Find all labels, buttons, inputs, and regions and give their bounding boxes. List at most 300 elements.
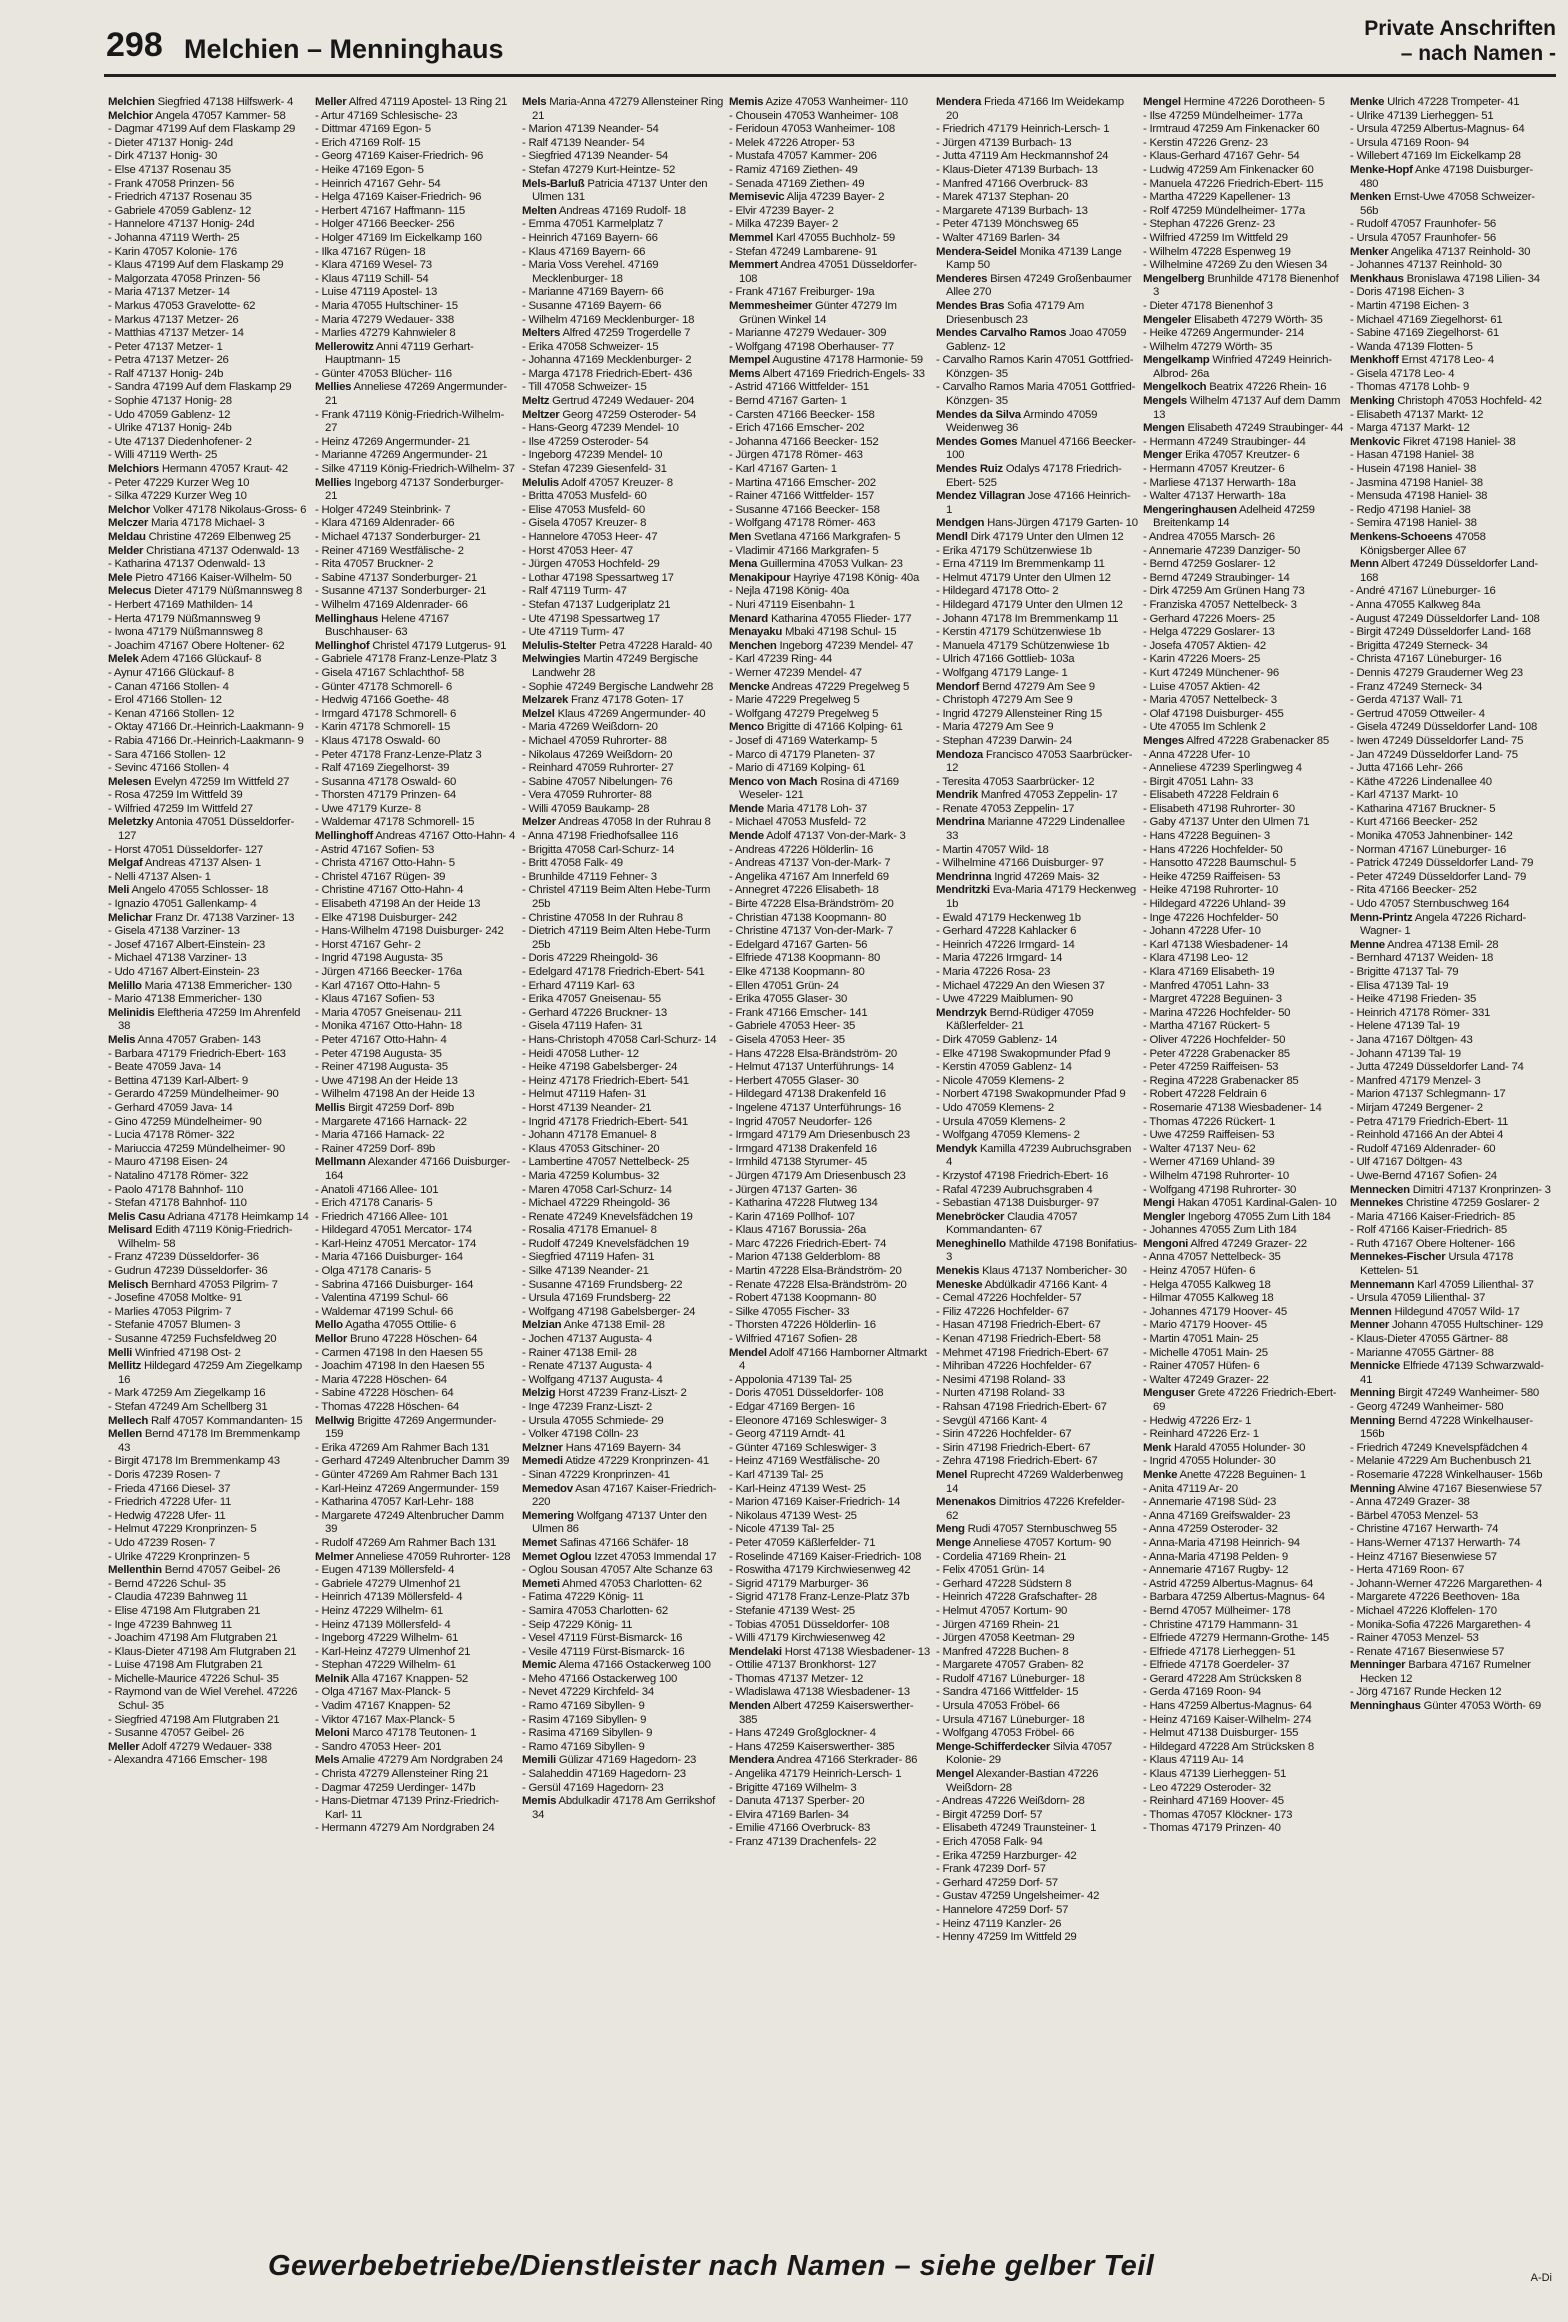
entry-surname: Mennicke — [1350, 1360, 1400, 1373]
directory-entry — [108, 708, 310, 722]
directory-entry — [1350, 980, 1552, 994]
directory-entry — [108, 803, 310, 817]
edge-watermark — [30, 180, 70, 560]
entry-details: - Holger 47169 Im Eickelkamp 160 — [315, 231, 482, 244]
directory-entry — [1143, 925, 1345, 939]
entry-details: - Bernd 47167 Garten- 1 — [729, 395, 847, 408]
directory-entry — [108, 993, 310, 1007]
directory-entry — [1143, 912, 1345, 926]
entry-details: - Hans 47228 Beguinen- 3 — [1143, 830, 1270, 843]
entry-details: - Rosemarie 47138 Wiesbadener- 14 — [1143, 1101, 1322, 1114]
entry-details: Anke 47198 Duisburger- 480 — [1360, 163, 1533, 190]
entry-surname: Mencke — [729, 680, 770, 693]
entry-details: - Gaby 47137 Unter den Ulmen 71 — [1143, 816, 1310, 829]
entry-details: Alija 47239 Bayer- 2 — [786, 191, 885, 204]
entry-details: - Petra 47179 Friedrich-Ebert- 11 — [1350, 1115, 1509, 1128]
directory-column-7 — [1348, 96, 1555, 2236]
directory-entry — [729, 327, 931, 341]
directory-entry — [936, 1931, 1138, 1945]
entry-details: - Holger 47166 Beecker- 256 — [315, 218, 455, 231]
entry-details: Hans 47169 Bayern- 34 — [565, 1441, 681, 1454]
directory-entry — [729, 1537, 931, 1551]
entry-details: Sofia 47179 Am Driesenbusch 23 — [946, 299, 1085, 326]
entry-surname: Mendoza — [936, 748, 983, 761]
entry-details: Horst 47138 Wiesbadener- 13 — [784, 1645, 930, 1658]
entry-details: - Marie 47229 Pregelweg 5 — [729, 694, 860, 707]
entry-details: - Ursula 47167 Lüneburger- 18 — [936, 1713, 1085, 1726]
directory-entry — [936, 232, 1138, 246]
entry-details: - Claudia 47239 Bahnweg 11 — [108, 1591, 248, 1604]
entry-details: - Raymond van de Wiel Verehel. 47226 Schul- 35 — [108, 1686, 298, 1713]
directory-entry — [1350, 952, 1552, 966]
entry-surname: Memili — [522, 1754, 556, 1767]
entry-details: Asan 47167 Kaiser-Friedrich- 220 — [532, 1482, 717, 1509]
directory-entry — [729, 1197, 931, 1211]
directory-entry — [315, 1387, 517, 1401]
directory-entry — [1143, 1387, 1345, 1414]
entry-details: - Udo 47059 Gablenz- 12 — [108, 408, 231, 421]
entry-details: - Andreas 47226 Hölderlin- 16 — [729, 843, 874, 856]
directory-entry — [1143, 218, 1345, 232]
entry-details: Fikret 47198 Haniel- 38 — [1402, 435, 1516, 448]
entry-surname: Meloni — [315, 1727, 350, 1740]
entry-details: - Anneliese 47239 Sperlingweg 4 — [1143, 762, 1302, 775]
directory-column-3 — [520, 96, 727, 2236]
entry-details: - Marion 47139 Neander- 54 — [522, 123, 659, 136]
entry-details: Gertrud 47249 Wedauer- 204 — [552, 395, 695, 408]
entry-details: Franz Dr. 47138 Varziner- 13 — [155, 911, 295, 924]
directory-entry — [1143, 1795, 1345, 1809]
directory-entry — [108, 1129, 310, 1143]
entry-details: - Helga 47055 Kalkweg 18 — [1143, 1278, 1271, 1291]
directory-entry — [108, 1510, 310, 1524]
entry-surname: Mellies — [315, 381, 352, 394]
entry-details: Bernd 47279 Am See 9 — [982, 680, 1095, 693]
directory-entry — [522, 952, 724, 966]
directory-entry — [936, 1578, 1138, 1592]
entry-details: - Henny 47259 Im Wittfeld 29 — [936, 1931, 1077, 1944]
entry-details: Guillermina 47053 Vulkan- 23 — [760, 558, 903, 571]
directory-entry — [936, 1537, 1138, 1551]
entry-details: - Canan 47166 Stollen- 4 — [108, 680, 229, 693]
directory-entry — [315, 844, 517, 858]
entry-details: - Mirjam 47249 Bergener- 2 — [1350, 1101, 1483, 1114]
entry-details: - Horst 47051 Düsseldorfer- 127 — [108, 843, 263, 856]
entry-surname: Menning — [1350, 1387, 1396, 1400]
directory-entry — [936, 164, 1138, 178]
directory-entry — [936, 912, 1138, 926]
entry-details: - Anna 47259 Osteroder- 32 — [1143, 1523, 1278, 1536]
directory-entry — [108, 300, 310, 314]
directory-entry — [1143, 721, 1345, 735]
entry-details: - Wolfgang 47053 Fröbel- 66 — [936, 1727, 1075, 1740]
directory-entry — [1143, 1496, 1345, 1510]
directory-entry — [108, 463, 310, 477]
entry-details: - Gersül 47169 Hagedorn- 23 — [522, 1781, 664, 1794]
directory-entry — [1143, 150, 1345, 164]
directory-entry — [522, 1347, 724, 1361]
directory-entry — [936, 884, 1138, 911]
entry-surname: Memis — [729, 96, 764, 108]
entry-details: - Inge 47226 Hochfelder- 50 — [1143, 911, 1279, 924]
directory-entry — [108, 341, 310, 355]
entry-details: - Brigitta 47058 Carl-Schurz- 14 — [522, 843, 675, 856]
directory-entry — [108, 1483, 310, 1497]
entry-details: - Emilie 47166 Overbruck- 83 — [729, 1822, 871, 1835]
directory-entry — [108, 912, 310, 926]
entry-details: - Kurt 47249 Münchener- 96 — [1143, 666, 1279, 679]
entry-details: - Frank 47239 Dorf- 57 — [936, 1863, 1046, 1876]
entry-details: Georg 47259 Osteroder- 54 — [562, 408, 697, 421]
directory-entry — [315, 1605, 517, 1619]
entry-details: Maria 47138 Emmericher- 130 — [144, 979, 292, 992]
entry-details: Ahmed 47053 Charlotten- 62 — [562, 1577, 702, 1590]
directory-entry — [729, 1727, 931, 1741]
entry-details: - Angelika 47179 Heinrich-Lersch- 1 — [729, 1768, 902, 1781]
directory-entry — [729, 1768, 931, 1782]
entry-details: - Willi 47059 Baukamp- 28 — [522, 802, 650, 815]
directory-entry — [1350, 789, 1552, 803]
entry-details: - Helmut 47179 Unter den Ulmen 12 — [936, 571, 1111, 584]
entry-details: - Ulrike 47137 Honig- 24b — [108, 422, 232, 435]
entry-details: - Anna 47169 Greifswalder- 23 — [1143, 1509, 1291, 1522]
directory-entry — [936, 381, 1138, 408]
entry-details: - Hans-Georg 47239 Mendel- 10 — [522, 422, 679, 435]
directory-entry — [936, 993, 1138, 1007]
directory-entry — [1350, 1129, 1552, 1143]
entry-surname: Menco — [729, 721, 764, 734]
entry-details: - Hannelore 47259 Dorf- 57 — [936, 1903, 1069, 1916]
directory-entry — [108, 789, 310, 803]
directory-entry — [315, 1619, 517, 1633]
directory-entry — [1350, 123, 1552, 137]
footer-note: Gewerbebetriebe/Dienstleister nach Namen – siehe gelber Teil — [268, 2250, 1155, 2282]
entry-details: - Jochen 47137 Augusta- 4 — [522, 1333, 652, 1346]
directory-entry — [729, 871, 931, 885]
directory-entry — [1143, 1279, 1345, 1293]
directory-entry — [1143, 1564, 1345, 1578]
directory-entry — [1350, 1251, 1552, 1278]
directory-entry — [1350, 599, 1552, 613]
entry-details: Marco 47178 Teutonen- 1 — [352, 1727, 477, 1740]
entry-details: Christoph 47053 Hochfeld- 42 — [1397, 395, 1542, 408]
directory-entry — [1143, 178, 1345, 192]
directory-entry — [522, 517, 724, 531]
entry-details: - Martin 47228 Elsa-Brändström- 20 — [729, 1265, 902, 1278]
entry-details: Helene 47167 Buschhauser- 63 — [325, 612, 449, 639]
entry-surname: Mendgen — [936, 517, 985, 530]
entry-details: - Sabine 47137 Sonderburger- 21 — [315, 571, 477, 584]
entry-details: Azize 47053 Wanheimer- 110 — [765, 96, 908, 108]
directory-entry — [1350, 1564, 1552, 1578]
entry-surname: Menkhaus — [1350, 272, 1404, 285]
directory-entry — [315, 191, 517, 205]
entry-details: - Thomas 47226 Rückert- 1 — [1143, 1115, 1276, 1128]
directory-entry — [1143, 205, 1345, 219]
entry-details: - Ignazio 47051 Gallenkamp- 4 — [108, 898, 257, 911]
directory-entry — [1143, 246, 1345, 260]
entry-details: - Waldemar 47178 Schmorell- 15 — [315, 816, 475, 829]
directory-entry — [729, 477, 931, 491]
directory-entry — [315, 1632, 517, 1646]
entry-details: Andreas 47137 Alsen- 1 — [144, 857, 261, 870]
directory-entry — [729, 1265, 931, 1279]
directory-entry — [522, 1034, 724, 1048]
entry-details: - Gabriele 47279 Ulmenhof 21 — [315, 1577, 461, 1590]
entry-details: - Andreas 47226 Weißdorn- 28 — [936, 1795, 1085, 1808]
directory-entry — [729, 1469, 931, 1483]
entry-details: - Sabine 47169 Ziegelhorst- 61 — [1350, 327, 1499, 340]
entry-details: - Sabrina 47166 Duisburger- 164 — [315, 1278, 474, 1291]
entry-surname: Mengi — [1143, 1197, 1175, 1210]
directory-entry — [936, 1116, 1138, 1130]
directory-entry — [108, 966, 310, 980]
entry-details: - Günter 47178 Schmorell- 6 — [315, 680, 452, 693]
entry-details: Maria 47178 Michael- 3 — [150, 517, 265, 530]
directory-entry — [315, 1591, 517, 1605]
directory-entry — [1143, 640, 1345, 654]
entry-surname: Memet — [522, 1536, 557, 1549]
directory-entry — [1350, 286, 1552, 300]
directory-entry — [1350, 463, 1552, 477]
entry-details: - Ursula 47053 Fröbel- 66 — [936, 1700, 1060, 1713]
entry-details: - Anatoli 47166 Allee- 101 — [315, 1183, 439, 1196]
directory-entry — [315, 1768, 517, 1782]
directory-entry — [1350, 585, 1552, 599]
entry-details: - Gisela 47119 Hafen- 31 — [522, 1020, 643, 1033]
entry-details: Ulrich 47228 Trompeter- 41 — [1387, 96, 1520, 108]
directory-entry — [936, 1048, 1138, 1062]
directory-entry — [522, 613, 724, 627]
entry-details: - Wilhelmine 47166 Duisburger- 97 — [936, 857, 1104, 870]
entry-details: Monika 47139 Lange Kamp 50 — [946, 245, 1122, 272]
directory-entry — [315, 1034, 517, 1048]
entry-details: Alexander 47166 Duisburger- 164 — [325, 1156, 510, 1182]
entry-details: - Anna 47228 Ufer- 10 — [1143, 748, 1250, 761]
directory-entry — [1143, 1659, 1345, 1673]
directory-entry — [315, 1129, 517, 1143]
directory-entry — [522, 1782, 724, 1796]
directory-entry — [936, 572, 1138, 586]
directory-entry — [522, 1061, 724, 1075]
entry-details: - Sirin 47198 Friedrich-Ebert- 67 — [936, 1441, 1091, 1454]
directory-entry — [1143, 749, 1345, 763]
entry-surname: Melzarek — [522, 694, 569, 707]
directory-entry — [729, 1184, 931, 1198]
directory-entry — [522, 300, 724, 314]
directory-entry — [1143, 1116, 1345, 1130]
directory-entry — [729, 1088, 931, 1102]
entry-surname: Menking — [1350, 395, 1395, 408]
entry-details: - Rudolf 47057 Fraunhofer- 56 — [1350, 218, 1496, 231]
entry-details: - Marianne 47169 Bayern- 66 — [522, 286, 664, 299]
entry-details: - Ewald 47179 Heckenweg 1b — [936, 911, 1081, 924]
entry-details: Odalys 47178 Friedrich-Ebert- 525 — [946, 463, 1122, 489]
directory-entry — [729, 422, 931, 436]
directory-entry — [1350, 259, 1552, 273]
entry-details: - Hannelore 47053 Heer- 47 — [522, 531, 658, 543]
entry-details: - Klara 47169 Aldenrader- 66 — [315, 517, 455, 530]
entry-details: - Kurt 47166 Beecker- 252 — [1350, 816, 1478, 829]
entry-details: - Hans 47259 Albertus-Magnus- 64 — [1143, 1700, 1312, 1713]
entry-details: - Mark 47259 Am Ziegelkamp 16 — [108, 1387, 266, 1400]
directory-entry — [936, 735, 1138, 749]
directory-entry — [522, 789, 724, 803]
entry-details: - Malgorzata 47058 Prinzen- 56 — [108, 272, 261, 285]
entry-details: - Christine 47179 Hammann- 31 — [1143, 1618, 1298, 1631]
directory-entry — [315, 1265, 517, 1279]
entry-details: - Hansotto 47228 Baumschul- 5 — [1143, 857, 1296, 870]
entry-details: Ernst-Uwe 47058 Schweizer- 56b — [1360, 191, 1535, 217]
directory-entry — [1350, 1619, 1552, 1633]
entry-details: Adelheid 47259 Breitenkamp 14 — [1153, 503, 1315, 530]
entry-details: - Jutta 47166 Lehr- 266 — [1350, 762, 1463, 775]
directory-entry — [936, 1822, 1138, 1836]
entry-details: - Wilhelm 47169 Aldenrader- 66 — [315, 598, 468, 611]
directory-entry — [315, 762, 517, 776]
entry-surname: Melillo — [108, 979, 142, 992]
entry-details: - Christian 47138 Koopmann- 80 — [729, 911, 887, 924]
entry-surname: Menker — [1350, 245, 1389, 258]
entry-details: - Marion 47169 Kaiser-Friedrich- 14 — [729, 1496, 901, 1509]
directory-entry — [936, 1319, 1138, 1333]
entry-surname: Mengelkamp — [1143, 354, 1210, 367]
directory-entry — [1143, 1605, 1345, 1619]
directory-entry — [522, 1319, 724, 1333]
entry-details: - Günter 47269 Am Rahmer Bach 131 — [315, 1468, 498, 1481]
entry-details: - Ludwig 47259 Am Finkenacker 60 — [1143, 163, 1314, 176]
entry-details: - Leo 47229 Osteroder- 32 — [1143, 1781, 1271, 1794]
directory-entry — [522, 1170, 724, 1184]
entry-details: - Udo 47167 Albert-Einstein- 23 — [108, 966, 260, 978]
directory-entry — [522, 1632, 724, 1646]
directory-entry — [522, 1197, 724, 1211]
directory-entry — [108, 558, 310, 572]
entry-details: Rudi 47057 Sternbuschweg 55 — [967, 1523, 1117, 1536]
directory-entry — [936, 1401, 1138, 1415]
entry-details: - Manfred 47179 Menzel- 3 — [1350, 1074, 1481, 1087]
directory-entry — [729, 1347, 931, 1374]
entry-details: - Reiner 47169 Westfälische- 2 — [315, 544, 464, 557]
entry-details: - Kerstin 47179 Schützenwiese 1b — [936, 626, 1101, 639]
directory-entry — [315, 477, 517, 504]
directory-entry — [1350, 558, 1552, 585]
directory-entry — [108, 844, 310, 858]
directory-entry — [1143, 1727, 1345, 1741]
entry-surname: Mello — [315, 1319, 343, 1332]
directory-entry — [315, 517, 517, 531]
directory-entry — [936, 137, 1138, 151]
entry-details: - Ulrike 47139 Lierheggen- 51 — [1350, 109, 1494, 122]
entry-details: - Cemal 47226 Hochfelder- 57 — [936, 1292, 1082, 1305]
page-header — [0, 0, 1568, 80]
directory-entry — [315, 1673, 517, 1687]
directory-entry — [315, 1116, 517, 1130]
entry-details: Albert 47249 Düsseldorfer Land- 168 — [1360, 558, 1538, 584]
entry-details: - Markus 47053 Gravelotte- 62 — [108, 299, 256, 312]
directory-entry — [315, 1374, 517, 1388]
directory-entry — [108, 477, 310, 491]
entry-surname: Menebröcker — [936, 1210, 1005, 1223]
directory-entry — [315, 613, 517, 640]
entry-details: - Erich 47178 Canaris- 5 — [315, 1197, 433, 1210]
directory-entry — [729, 1809, 931, 1823]
directory-entry — [936, 871, 1138, 885]
directory-entry — [936, 1184, 1138, 1198]
entry-surname: Menner — [1350, 1319, 1390, 1332]
directory-entry — [936, 653, 1138, 667]
directory-entry — [1350, 150, 1552, 164]
directory-entry — [315, 273, 517, 287]
entry-surname: Melulis — [522, 476, 559, 489]
entry-details: - Rudolf 47249 Knevelsfädchen 19 — [522, 1237, 689, 1250]
directory-entry — [108, 1469, 310, 1483]
entry-details: - Lucia 47178 Römer- 322 — [108, 1129, 235, 1142]
directory-entry — [1350, 667, 1552, 681]
directory-entry — [315, 150, 517, 164]
entry-details: - August 47249 Düsseldorfer Land- 108 — [1350, 612, 1540, 625]
directory-entry — [108, 1265, 310, 1279]
directory-entry — [1350, 1007, 1552, 1021]
entry-details: Andreas 47229 Pregelweg 5 — [771, 680, 910, 693]
entry-details: - Seip 47229 König- 11 — [522, 1618, 633, 1631]
entry-details: Winfried 47249 Heinrich-Albrod- 26a — [1153, 354, 1332, 380]
entry-details: - Martina 47166 Emscher- 202 — [729, 476, 876, 489]
directory-entry — [729, 96, 931, 110]
directory-entry — [936, 490, 1138, 517]
entry-details: - Bernhard 47137 Weiden- 18 — [1350, 952, 1494, 965]
directory-entry — [729, 721, 931, 735]
entry-surname: Menekis — [936, 1265, 980, 1278]
directory-entry — [315, 531, 517, 545]
entry-surname: Mendrina — [936, 816, 985, 829]
directory-entry — [315, 1143, 517, 1157]
entry-details: - Oktay 47166 Dr.-Heinrich-Laakmann- 9 — [108, 721, 304, 734]
entry-details: - Milka 47239 Bayer- 2 — [729, 218, 839, 231]
entry-details: - Robert 47138 Koopmann- 80 — [729, 1292, 877, 1305]
entry-details: - Maria 47226 Irmgard- 14 — [936, 952, 1063, 965]
directory-entry — [315, 1360, 517, 1374]
entry-details: - Thomas 47179 Prinzen- 40 — [1143, 1822, 1281, 1835]
entry-details: - Ingrid 47057 Neudorfer- 126 — [729, 1115, 872, 1128]
directory-entry — [936, 1075, 1138, 1089]
directory-entry — [315, 218, 517, 232]
entry-details: - Joachim 47167 Obere Holtener- 62 — [108, 639, 285, 652]
directory-entry — [315, 110, 517, 124]
entry-details: - Herbert 47167 Haffmann- 115 — [315, 204, 465, 217]
directory-entry — [522, 1265, 724, 1279]
entry-details: - Barbara 47179 Friedrich-Ebert- 163 — [108, 1047, 286, 1060]
entry-details: - Ilse 47259 Mündelheimer- 177a — [1143, 109, 1303, 122]
directory-entry — [1143, 1551, 1345, 1565]
entry-details: - Hildegard 47178 Otto- 2 — [936, 585, 1059, 598]
entry-details: - Heike 47169 Egon- 5 — [315, 163, 424, 176]
directory-entry — [1350, 1211, 1552, 1225]
entry-surname: Mende — [729, 830, 764, 843]
entry-details: - Ralf 47137 Honig- 24b — [108, 367, 224, 380]
entry-details: - Mariuccia 47259 Mündelheimer- 90 — [108, 1142, 286, 1155]
entry-details: - Volker 47198 Cölln- 23 — [522, 1428, 639, 1441]
entry-surname: Meli — [108, 884, 130, 897]
directory-entry — [1350, 137, 1552, 151]
directory-entry — [936, 1428, 1138, 1442]
entry-surname: Melulis-Stelter — [522, 639, 597, 652]
directory-entry — [108, 653, 310, 667]
directory-entry — [522, 762, 724, 776]
entry-details: - Heinz 47139 Möllersfeld- 4 — [315, 1618, 451, 1631]
entry-details: - Georg 47119 Arndt- 41 — [729, 1428, 846, 1441]
directory-entry — [522, 1428, 724, 1442]
